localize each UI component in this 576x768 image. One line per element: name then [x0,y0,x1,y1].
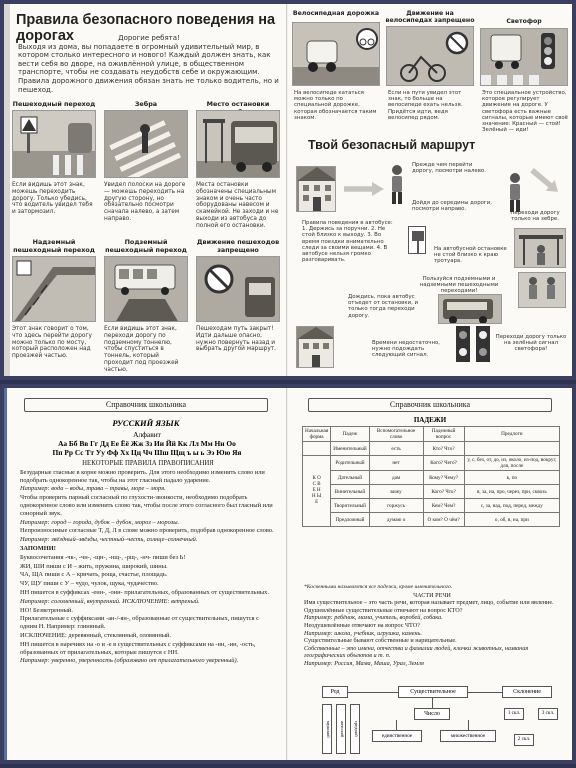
diagram-declension: Склонение [502,686,552,698]
page-edge [4,388,7,760]
cases-page [288,388,572,760]
bike-lane-illustration [292,22,380,86]
road-safety-right-page [288,4,572,376]
caption-zebra: Зебра [134,100,158,108]
table-cell: Предложный [331,513,369,527]
zebra-illustration [104,110,188,178]
intro-text [18,34,280,94]
rule-paragraph: Прилагательные с суффиксами -ан-/-ян-, образованные от существительных, пишутся с одним Н. Например: глиняный. [20,615,259,631]
noun-paragraph: Имя существительное – это часть речи, которая называет предмет, лицо, событие или явление. Одушевлённые существительные отвечают на вопрос КТО? [304,599,554,614]
child-icon [386,164,408,204]
alphabet-line-2: Пп Рр Сс Тт Уу Фф Хх Цц Чч Шш Щщ ъ ы ь Ээ Юю Яя [52,448,242,457]
school-illustration [296,326,334,368]
diagram-connector [468,720,469,730]
table-cell: дам [369,471,423,485]
text-crosswalk-sign: Если видишь этот знак, можешь переходить дорогу. Только убедись, что водитель увидел тебя и затормозил. [12,182,93,216]
cases-title: ПАДЕЖИ [413,416,447,424]
table-cell: Кого? Чего? [423,456,464,471]
bus-stop-illustration [196,110,280,178]
school-building-icon [297,327,334,368]
route-step-7: Дождись, пока автобус отъедет от остановки, и только тогда переходи дорогу. [348,294,419,319]
route-step-6: Пользуйся подземными и надземными пешеходными переходами! [419,276,499,295]
road-safety-left-page [4,4,288,376]
rule-example: Например: город – города, дубок – дубок, мороз – морозы. [20,518,180,526]
caption-bike-lane: Велосипедная дорожка [292,10,380,17]
caption-underpass: Подземный пешеходный переход [105,238,187,254]
route-step-2: Дойдя до середины дороги, посмотри направо. [412,200,492,213]
route-step-9: Времени недостаточно, нужно подождать следующий сигнал. [372,340,440,359]
rule-paragraph: НО! Безветренный. [20,606,73,614]
russian-language-page [4,388,288,760]
child-icon [504,172,526,212]
table-cell: Родительный [331,456,369,471]
text-zebra: Увидел полоски на дороге — можешь переходить на другую сторону, но обязательно посмотри сначала налево, а затем направо. [104,182,186,222]
caption-no-pedestrians: Движение пешеходов запрещено [196,238,280,254]
traffic-light-illustration [480,28,568,86]
noun-example: Например: школа, учебник, игрушка, камень. [304,629,422,637]
bus-icon [197,111,280,178]
bike-lane-sign-icon [293,23,380,86]
no-pedestrians-illustration [196,256,280,322]
caption-no-bikes: Движение на велосипедах запрещено [385,10,475,24]
intro-body: Выходя из дома, вы попадаете в огромный удивительный мир, в котором столько интересного и нового! Каждый должен знать, как вести себя во дворе, на оживлённой улице, в общественном транспорте, чтобы не создавать неудобств себе и окружающим. Правила дорожного движения обязан знать не только водитель, но и пешеход. [18,42,279,94]
bus-stop-sign-icon [409,227,426,254]
table-cell: к, по [464,471,559,485]
diagram-plural: множественное [440,730,496,742]
diagram-connector [396,720,397,730]
route-arrow-2 [527,165,562,198]
bus-stop-scene [514,228,566,268]
diagram-connector [468,692,502,693]
diagram-connector [432,698,433,708]
table-cell: Именительный [331,442,369,456]
diagram-singular: единственное [372,730,422,742]
greeting: Дорогие ребята! [118,34,180,42]
top-spread [0,0,576,380]
page-title: Правила безопасного поведения на дорогах [16,12,276,44]
text-traffic-light: Это специальное устройство, которое регулирует движение на дороге. У светофора есть важные сигналы, которые имеют своё значение: Красный — стой! Зелёный — иди! [482,90,568,134]
pedestrians-scene [518,272,566,308]
rule-paragraph: ЧУ, ЩУ пиши с У – чудо, чулок, щука, чудачество. [20,580,159,588]
alphabet [18,430,276,457]
crosswalk-sign-illustration [12,110,96,178]
traffic-light-icon [476,326,490,362]
route-arrow-1 [344,182,384,196]
pedestrians-icon [519,273,566,308]
rule-example: Например: соломенный, внутренний. ИСКЛЮЧЕНИЕ: ветреный. [20,597,200,605]
traffic-light-icon [456,326,470,362]
page-header: Справочник школьника [308,398,552,412]
route-step-1: Прежде чем перейти дорогу, посмотри налево. [412,162,486,175]
table-cell: Винительный [331,485,369,499]
spelling-rules [20,460,276,666]
diagram-decl-1: 1 скл. [504,708,524,720]
rule-paragraph: ЖИ, ШИ пиши с И – жить, пружина, широкий, шины. [20,562,168,570]
caption-traffic-light: Светофор [506,18,542,25]
route-title: Твой безопасный маршрут [308,138,476,152]
rule-paragraph: НН пишется в наречиях на -о и -е в существительных с суффиксами на -нн, -ин, -ость, образованных от прилагательных, которые пишутся с НН. [20,640,256,656]
rules-heading: НЕКОТОРЫЕ ПРАВИЛА ПРАВОПИСАНИЯ [82,460,214,467]
overpass-illustration [12,256,96,322]
house-illustration [296,166,336,212]
table-cell: нет [369,456,423,471]
table-row [303,456,560,471]
caption-bus-stop: Место остановки [206,100,270,108]
zebra-crossing-icon [105,111,188,178]
table-header: Предлоги [464,427,559,442]
side-label: К О С В Е Н Н Ы Е [303,456,331,527]
rule-example: Например: звёздный–звёзды, честный–честь, солнце–солнечный. [20,536,198,544]
table-cell: Кем? Чем? [423,499,464,513]
parts-of-speech [304,584,560,668]
diagram-gender-2: женский [336,704,346,754]
diagram-connector [348,692,398,693]
text-no-pedestrians: Пешеходам путь закрыт! Идти дальше опасно, нужно повернуть назад и выбрать другой маршрут. [196,326,276,353]
text-bus-stop: Места остановки обозначены специальным знаком и очень часто оборудованы навесом и скамейкой. Не заходи и не выходи из автобуса до полной его остановки. [196,182,279,229]
table-cell: в, за, на, про, через, при, сквозь [464,485,559,499]
table-row [303,442,560,456]
underpass-icon [105,257,188,322]
text-underpass: Если видишь этот знак, переходи дорогу по подземному тоннелю, чтобы спуститься в тоннель, который проходит под проезжей частью. [104,326,179,373]
bus-stop-sign [408,226,426,254]
table-header: Вспомогательное слово [369,427,423,442]
rule-paragraph: ИСКЛЮЧЕНИЕ: деревянный, стеклянный, оловянный. [20,631,172,639]
route-step-8: Переходи дорогу только на зелёный сигнал светофора! [495,334,567,353]
table-cell: Дательный [331,471,369,485]
traffic-light-green [476,326,490,362]
bus-rules: Правила поведения в автобусе: 1. Держись за поручни. 2. Не стой близко к выходу. 3. Во время поездки внимательно следи за своими вещами. 4. В автобусе нельзя громко разговаривать. [302,220,393,264]
table-row [303,471,560,485]
diagram-decl-3: 3 скл. [538,708,558,720]
alphabet-line-1: Аа Бб Вв Гг Дд Ее Ёё Жж Зз Ии Йй Кк Лл Мм Нн Оо [58,439,236,448]
table-cell: о, об, в, на, при [464,513,559,527]
table-cell: Кого? Что? [423,485,464,499]
table-cell: Кому? Чему? [423,471,464,485]
page-edge [4,4,10,376]
bus-icon [439,295,502,324]
table-row [303,499,560,513]
table-cell: горжусь [369,499,423,513]
table-cell: О ком? О чём? [423,513,464,527]
underpass-illustration [104,256,188,322]
text-overpass: Этот знак говорит о том, что здесь перейти дорогу можно только по мосту, который расположен над проезжей частью. [12,326,92,360]
rule-paragraph: Буквосочетания -чк-, -чн-, -щн-, -нщ-, -рщ-, -нч- пиши без Ь! [20,553,186,561]
table-cell: думаю о [369,513,423,527]
table-cell [464,442,559,456]
parts-heading: ЧАСТИ РЕЧИ [413,591,451,599]
rule-paragraph: НН пишется в суффиксах -енн-, -онн- прилагательных, образованных от существительных. [20,588,269,596]
child-figure-2 [504,172,526,212]
noun-example: Например: Россия, Мама, Маша, Урал, Земля [304,659,424,667]
table-header: Падежный вопрос [423,427,464,442]
crosswalk-sign-icon [13,111,96,178]
table-cell: у, с, без, от, до, из, около, из-под, вокруг, для, после [464,456,559,471]
rule-example: Например: уверенно, уверенность (образовано от прилагательного уверенный). [20,657,239,665]
rule-paragraph: Чтобы проверить парный согласный по глухости-звонкости, необходимо подобрать однокоренное слово или изменить слово так, чтобы после этого согласного был гласный или сонорный звук. [20,494,273,517]
text-no-bikes: Если на пути увидел этот знак, то больше на велосипеде ехать нельзя. Придётся идти, ведя велосипед рядом. [388,90,463,121]
diagram-noun: Существительное [398,686,468,698]
table-cell: вижу [369,485,423,499]
text-bike-lane: На велосипеде кататься можно только по специальной дорожке, которая обозначается таким знаком. [294,90,377,121]
no-bikes-sign-icon [387,27,474,86]
diagram-number: Число [414,708,450,720]
no-bikes-illustration [386,26,474,86]
diagram-gender: Род [322,686,348,698]
cases-table [302,426,560,527]
table-header-row [303,427,560,442]
traffic-light-icon [481,29,568,86]
table-header: Падеж [331,427,369,442]
page-header: Справочник школьника [24,398,268,412]
noun-paragraph: Собственные – это имена, отчества и фамилии людей, клички животных, названия географических объектов и т. п. [304,644,529,660]
rule-example: Например: вода – воды, трава – травы, море – моря. [20,485,166,493]
noun-paragraph: Существительные бывают собственные и нарицательные. [304,637,457,645]
noun-example: Например: ребёнок, мама, учитель, воробей, собака. [304,614,443,622]
table-cell: Творительный [331,499,369,513]
house-icon [297,167,336,212]
caption-overpass: Надземный пешеходный переход [13,238,95,254]
diagram-gender-1: мужской [322,704,332,754]
traffic-light-red [456,326,470,362]
route-step-3: Переходи дорогу только на зебре. [510,210,560,223]
bus-departing-scene [438,294,502,324]
rule-paragraph: ЧА, ЩА пиши с А – кричать, роща, счастье, площадь. [20,571,168,579]
table-cell: есть [369,442,423,456]
table-cell [303,442,331,456]
rule-remember: ЗАПОМНИ! [20,544,56,552]
footnote: *Косвенными называются все падежи, кроме именительного. [304,584,453,590]
section-title: РУССКИЙ ЯЗЫК [112,418,180,428]
bottom-spread [0,384,576,764]
diagram-gender-3: средний [350,704,360,754]
table-row [303,485,560,499]
noun-paragraph: Неодушевлённые отвечают на вопрос ЧТО? [304,621,420,629]
bus-stop-scene-icon [515,229,566,268]
rule-paragraph: Безударные гласные в корне можно проверить. Для этого необходимо изменить слово или подобрать однокоренное так, чтобы на этот гласный падало ударение. [20,468,265,484]
table-cell: Кто? Что? [423,442,464,456]
no-pedestrians-sign-icon [197,257,280,322]
route-step-5: На автобусной остановке не стой близко к краю тротуара. [434,246,507,265]
overpass-icon [13,257,96,322]
table-row [303,513,560,527]
caption-crosswalk-sign: Пешеходный переход [12,100,96,108]
table-cell: с, за, над, под, перед, между [464,499,559,513]
child-figure-1 [386,164,408,204]
rule-paragraph: Непроизносимые согласные Т, Д, Л в слове можно проверить, подобрав однокоренное слово. [20,527,274,535]
alphabet-label: Алфавит [133,430,161,439]
diagram-decl-2: 2 скл. [514,734,534,746]
table-header: Начальная форма [303,427,331,442]
